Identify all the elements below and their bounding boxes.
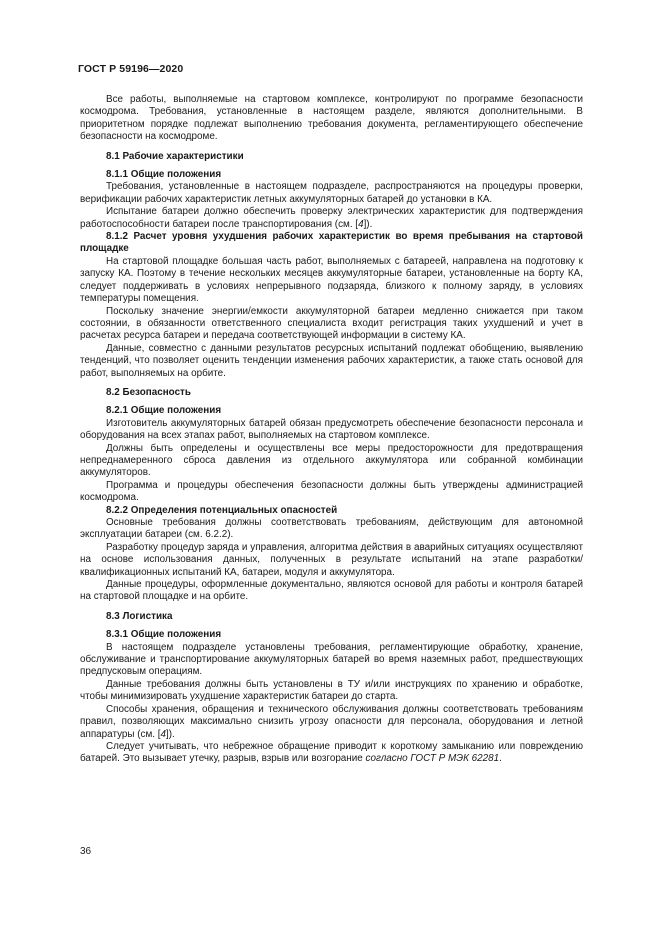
paragraph: На стартовой площадке большая часть работ, выполняемых с батареей, направлена на подготовку к запуску КА. Поэтому в течение нескольких месяцев аккумуляторные батареи, установленные на борту КА, следует поддерживать в условиях непрерывного подзаряда, близкого к полному заряду, в условиях температуры помещения. xyxy=(80,255,583,305)
page-number: 36 xyxy=(80,846,92,857)
paragraph: Данные, совместно с данными результатов ресурсных испытаний подлежат обобщению, выявлению тенденций, что позволяет оценить тенденции изменения рабочих характеристик, а также стать основой для работ, выполняемых на орбите. xyxy=(80,342,583,379)
paragraph-text: Следует учитывать, что небрежное обращение приводит к короткому замыканию или повреждению батарей. Это вызывает утечку, разрыв, взрыв или возгорание xyxy=(80,740,583,765)
paragraph xyxy=(80,704,583,741)
paragraph: Данные процедуры, оформленные документально, являются основой для работы и контроля батарей на стартовой площадке и на орбите. xyxy=(80,579,583,603)
paragraph-text: ]). xyxy=(166,728,175,740)
paragraph xyxy=(80,206,583,231)
section-8-3-1-heading: 8.3.1 Общие положения xyxy=(106,629,222,641)
section-8-3-heading: 8.3 Логистика xyxy=(106,610,173,622)
paragraph-text: Способы хранения, обращения и технического обслуживания должны соответствовать требованиям правил, позволяющих максимально снизить угрозу опасности для персонала, оборудования и летной аппаратуры (см. [ xyxy=(80,703,583,740)
paragraph-text: Испытание батареи должно обеспечить проверку электрических характеристик для подтверждения работоспособности батареи после транспортирования (см. [ xyxy=(80,206,583,230)
paragraph xyxy=(80,741,583,766)
paragraph: Основные требования должны соответствовать требованиям, действующим для автономной эксплуатации батареи (см. 6.2.2). xyxy=(80,517,583,541)
paragraph: Программа и процедуры обеспечения безопасности должны быть утверждены администрацией космодрома. xyxy=(80,479,583,504)
paragraph: Изготовитель аккумуляторных батарей обязан предусмотреть обеспечение безопасности персонала и оборудования на всех этапах работ, выполняемых на стартовом комплексе. xyxy=(80,417,583,442)
intro-paragraph: Все работы, выполняемые на стартовом комплексе, контролируют по программе безопасности космодрома. Требования, установленные в настоящем разделе, являются дополнительными. В приоритетном порядке подлежат выполнению требования документа, регламентирующего обеспечение безопасности на космодроме. xyxy=(80,94,583,143)
paragraph: В настоящем подразделе установлены требования, регламентирующие обработку, хранение, обслуживание и транспортирование аккумуляторных батарей во время наземных работ, предшествующих предпусковым операциям. xyxy=(80,641,583,678)
standard-reference: согласно ГОСТ Р МЭК 62281 xyxy=(365,753,500,765)
section-8-2-2-heading: 8.2.2 Определения потенциальных опасностей xyxy=(106,504,338,516)
paragraph-text: ]). xyxy=(363,218,373,230)
section-8-2-1-heading: 8.2.1 Общие положения xyxy=(106,405,222,417)
section-8-1-2-heading: 8.1.2 Расчет уровня ухудшения рабочих характеристик во время пребывания на стартовой площадке xyxy=(80,231,583,255)
document-body xyxy=(80,94,583,766)
paragraph: Поскольку значение энергии/емкости аккумуляторной батареи медленно снижается при таком состоянии, в обязанности ответственного специалиста входит регистрация таких ухудшений и учет в расчетах ресурса батареи и передача соответствующей информации в систему КА. xyxy=(80,305,583,342)
paragraph: Должны быть определены и осуществлены все меры предосторожности для предотвращения непреднамеренного сброса давления из отдельного аккумулятора или собранной комбинации аккумуляторов. xyxy=(80,442,583,479)
section-8-2-heading: 8.2 Безопасность xyxy=(106,386,191,398)
section-8-1-1-heading: 8.1.1 Общие положения xyxy=(106,169,222,181)
reference-number: 4 xyxy=(160,728,166,740)
paragraph: Данные требования должны быть установлены в ТУ и/или инструкциях по хранению и обработке, чтобы минимизировать ухудшение характеристик батареи до старта. xyxy=(80,678,583,703)
paragraph: Разработку процедур заряда и управления, алгоритма действия в аварийных ситуациях осуществляют на основе использования данных, полученных в результате испытаний на этапе разработки/квалификационных испытаний КА, батареи, модуля и аккумулятора. xyxy=(80,541,583,578)
page-header: ГОСТ Р 59196—2020 xyxy=(78,63,184,75)
paragraph: Требования, установленные в настоящем подразделе, распространяются на процедуры проверки, верификации рабочих характеристик летных аккумуляторных батарей до установки в КА. xyxy=(80,181,583,205)
reference-number: 4 xyxy=(358,218,364,230)
section-8-1-heading: 8.1 Рабочие характеристики xyxy=(106,150,244,162)
paragraph-text: . xyxy=(499,753,502,765)
